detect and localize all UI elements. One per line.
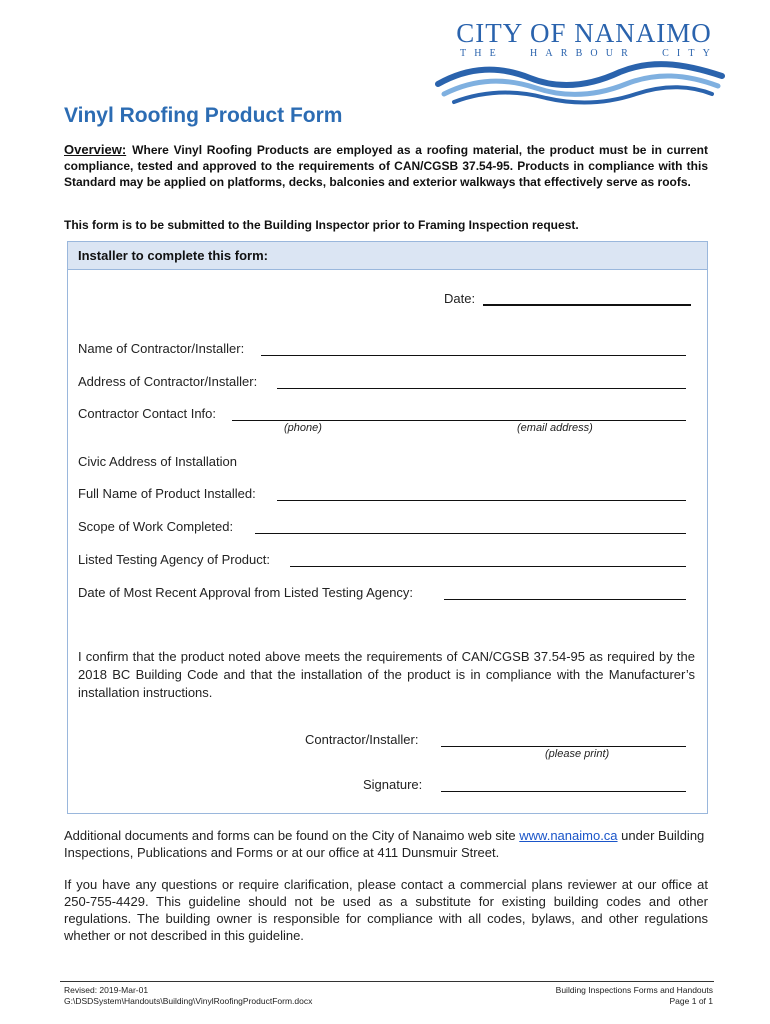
scope-field[interactable] — [255, 533, 686, 534]
contractor-address-field[interactable] — [277, 388, 686, 389]
installer-print-field[interactable] — [441, 746, 686, 747]
overview-label: Overview: — [64, 142, 127, 157]
approval-date-field[interactable] — [444, 599, 686, 600]
city-of-nanaimo-logo — [430, 18, 730, 108]
footer-divider — [60, 981, 714, 982]
confirmation-statement: I confirm that the product noted above meets the requirements of CAN/CGSB 37.54-95 as required by the 2018 BC Building Code and that the installation of the product is in compliance with the Manufacturer’s installation instructions. — [78, 649, 695, 700]
logo-tagline: T H E H A R B O U R C I T Y — [460, 48, 710, 59]
signature-field[interactable] — [441, 791, 686, 792]
date-label: Date: — [444, 291, 476, 306]
contact-info-field[interactable] — [232, 420, 686, 421]
installer-label: Contractor/Installer: — [305, 732, 419, 747]
civic-address-label: Civic Address of Installation — [78, 454, 237, 469]
contractor-name-field[interactable] — [261, 355, 686, 356]
overview-text: Where Vinyl Roofing Products are employed as a roofing material, the product must be in current compliance, tested and approved to the requirements of CAN/CGSB 37.54-95. Products in compliance with this Standard may be applied on platforms, decks, balconies and exterior walkways that effectively serve as roofs. — [64, 143, 708, 189]
phone-hint: (phone) — [284, 422, 322, 434]
footer-right — [556, 985, 713, 1007]
revised-date: Revised: 2019-Mar-01 — [64, 985, 149, 995]
signature-label: Signature: — [363, 777, 423, 792]
email-hint: (email address) — [517, 422, 593, 434]
page-number: Page 1 of 1 — [669, 996, 713, 1006]
submission-note: This form is to be submitted to the Building Inspector prior to Framing Inspection request. — [64, 218, 579, 232]
document-series: Building Inspections Forms and Handouts — [555, 985, 713, 995]
please-print-hint: (please print) — [545, 748, 610, 760]
overview-paragraph — [64, 142, 708, 190]
product-name-field[interactable] — [277, 500, 686, 501]
nanaimo-website-link[interactable]: www.nanaimo.ca — [519, 828, 618, 843]
contractor-name-label: Name of Contractor/Installer: — [78, 341, 245, 356]
form-heading: Installer to complete this form: — [68, 242, 707, 270]
approval-date-label: Date of Most Recent Approval from Listed Testing Agency: — [78, 585, 414, 600]
contractor-address-label: Address of Contractor/Installer: — [78, 374, 258, 389]
installer-form — [67, 241, 708, 814]
logo-wordmark: CITY OF NANAIMO — [456, 18, 712, 48]
date-field[interactable] — [483, 304, 691, 306]
scope-label: Scope of Work Completed: — [78, 519, 234, 534]
additional-docs-paragraph: Additional documents and forms can be found on the City of Nanaimo web site www.nanaimo.ca under Building Inspections, Publications and Forms or at our office at 411 Dunsmuir Street. — [64, 828, 705, 860]
logo-waves-icon — [430, 56, 730, 106]
contact-paragraph: If you have any questions or require clarification, please contact a commercial plans reviewer at our office at 250-755-4429. This guideline should not be used as a substitute for existing building codes and other regulations. The building owner is responsible for compliance with all codes, bylaws, and other regulations whether or not described in this guideline. — [64, 877, 708, 943]
contact-info-label: Contractor Contact Info: — [78, 406, 217, 421]
product-name-label: Full Name of Product Installed: — [78, 486, 256, 501]
page-title: Vinyl Roofing Product Form — [64, 104, 343, 127]
testing-agency-field[interactable] — [290, 566, 686, 567]
testing-agency-label: Listed Testing Agency of Product: — [78, 552, 270, 567]
file-path: G:\DSDSystem\Handouts\Building\VinylRoofingProductForm.docx — [64, 996, 313, 1006]
footer-left — [64, 985, 312, 1007]
